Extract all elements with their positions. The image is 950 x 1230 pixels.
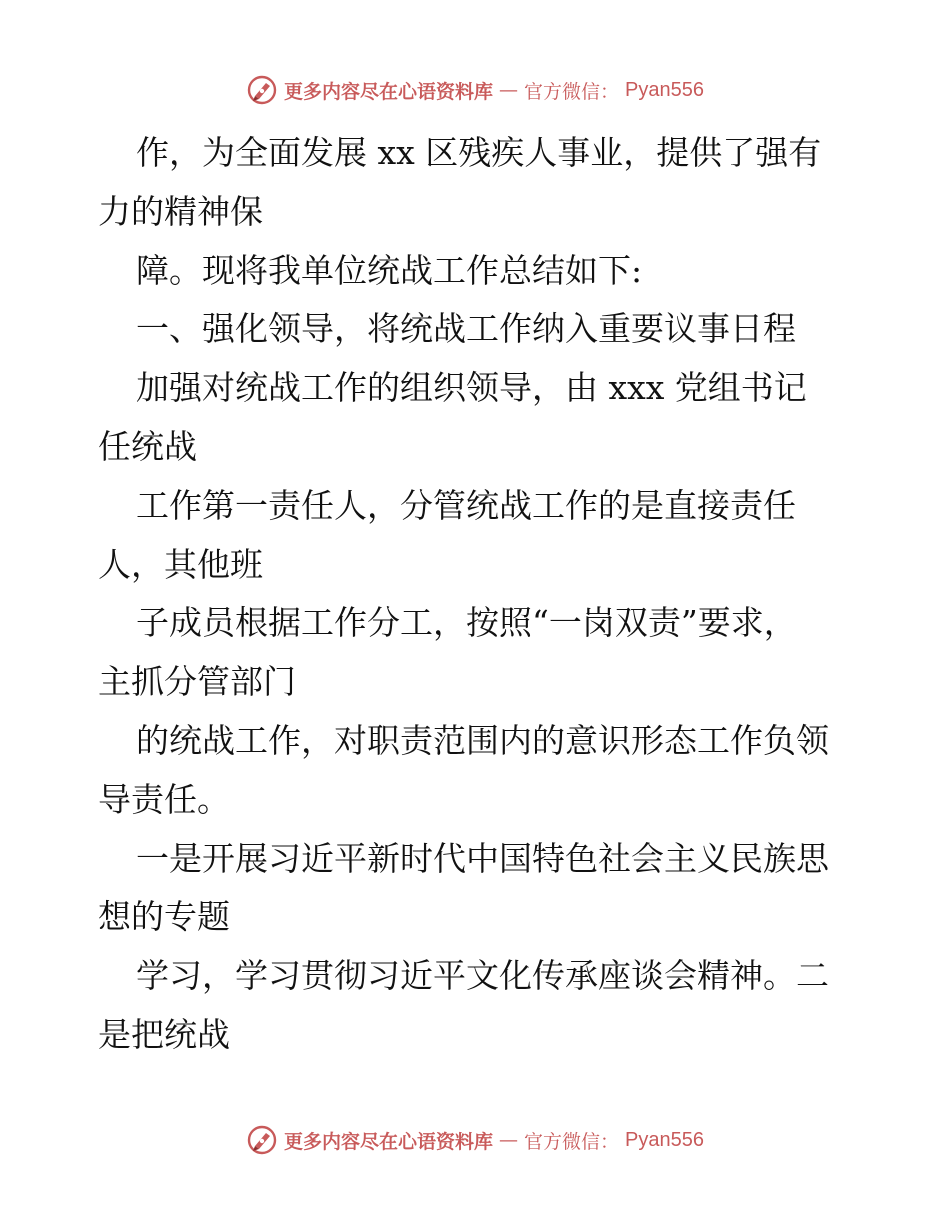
text-line: 导责任。 (98, 779, 230, 819)
text-line: 一是开展习近平新时代中国特色社会主义民族思 (136, 838, 829, 878)
text-line: 人，其他班 (98, 544, 263, 584)
banner-separator: — (499, 79, 519, 101)
pen-logo-icon (246, 1124, 278, 1156)
pen-logo-icon (246, 74, 278, 106)
banner-wechat-id: Pyan556 (625, 1128, 704, 1151)
section-heading: 一、强化领导，将统战工作纳入重要议事日程 (136, 309, 796, 349)
footer-banner (0, 1120, 950, 1160)
text-line: 作，为全面发展 xx 区残疾人事业，提供了强有 (136, 133, 822, 172)
text-line: 是把统战 (98, 1014, 230, 1054)
header-banner (0, 70, 950, 110)
text-line: 主抓分管部门 (98, 662, 296, 702)
text-line: 力的精神保 (98, 191, 263, 231)
text-line: 的统战工作，对职责范围内的意识形态工作负领 (136, 720, 829, 760)
banner-separator: — (499, 1129, 519, 1151)
text-line: 工作第一责任人，分管统战工作的是直接责任 (136, 485, 796, 525)
text-line: 加强对统战工作的组织领导，由 xxx 党组书记 (136, 368, 807, 408)
banner-title: 更多内容尽在心语资料库 (284, 80, 494, 103)
text-line: 子成员根据工作分工，按照“一岗双责”要求， (136, 603, 797, 643)
text-line: 任统战 (98, 426, 197, 466)
banner-title: 更多内容尽在心语资料库 (284, 1130, 494, 1153)
text-line: 障。现将我单位统战工作总结如下: (136, 250, 643, 290)
banner-wechat-label: 官方微信： (524, 1130, 620, 1153)
text-line: 想的专题 (98, 897, 230, 937)
banner-wechat-id: Pyan556 (625, 78, 704, 101)
body-text (98, 124, 858, 1065)
banner-wechat-label: 官方微信： (524, 80, 620, 103)
text-line: 学习，学习贯彻习近平文化传承座谈会精神。二 (136, 956, 829, 996)
